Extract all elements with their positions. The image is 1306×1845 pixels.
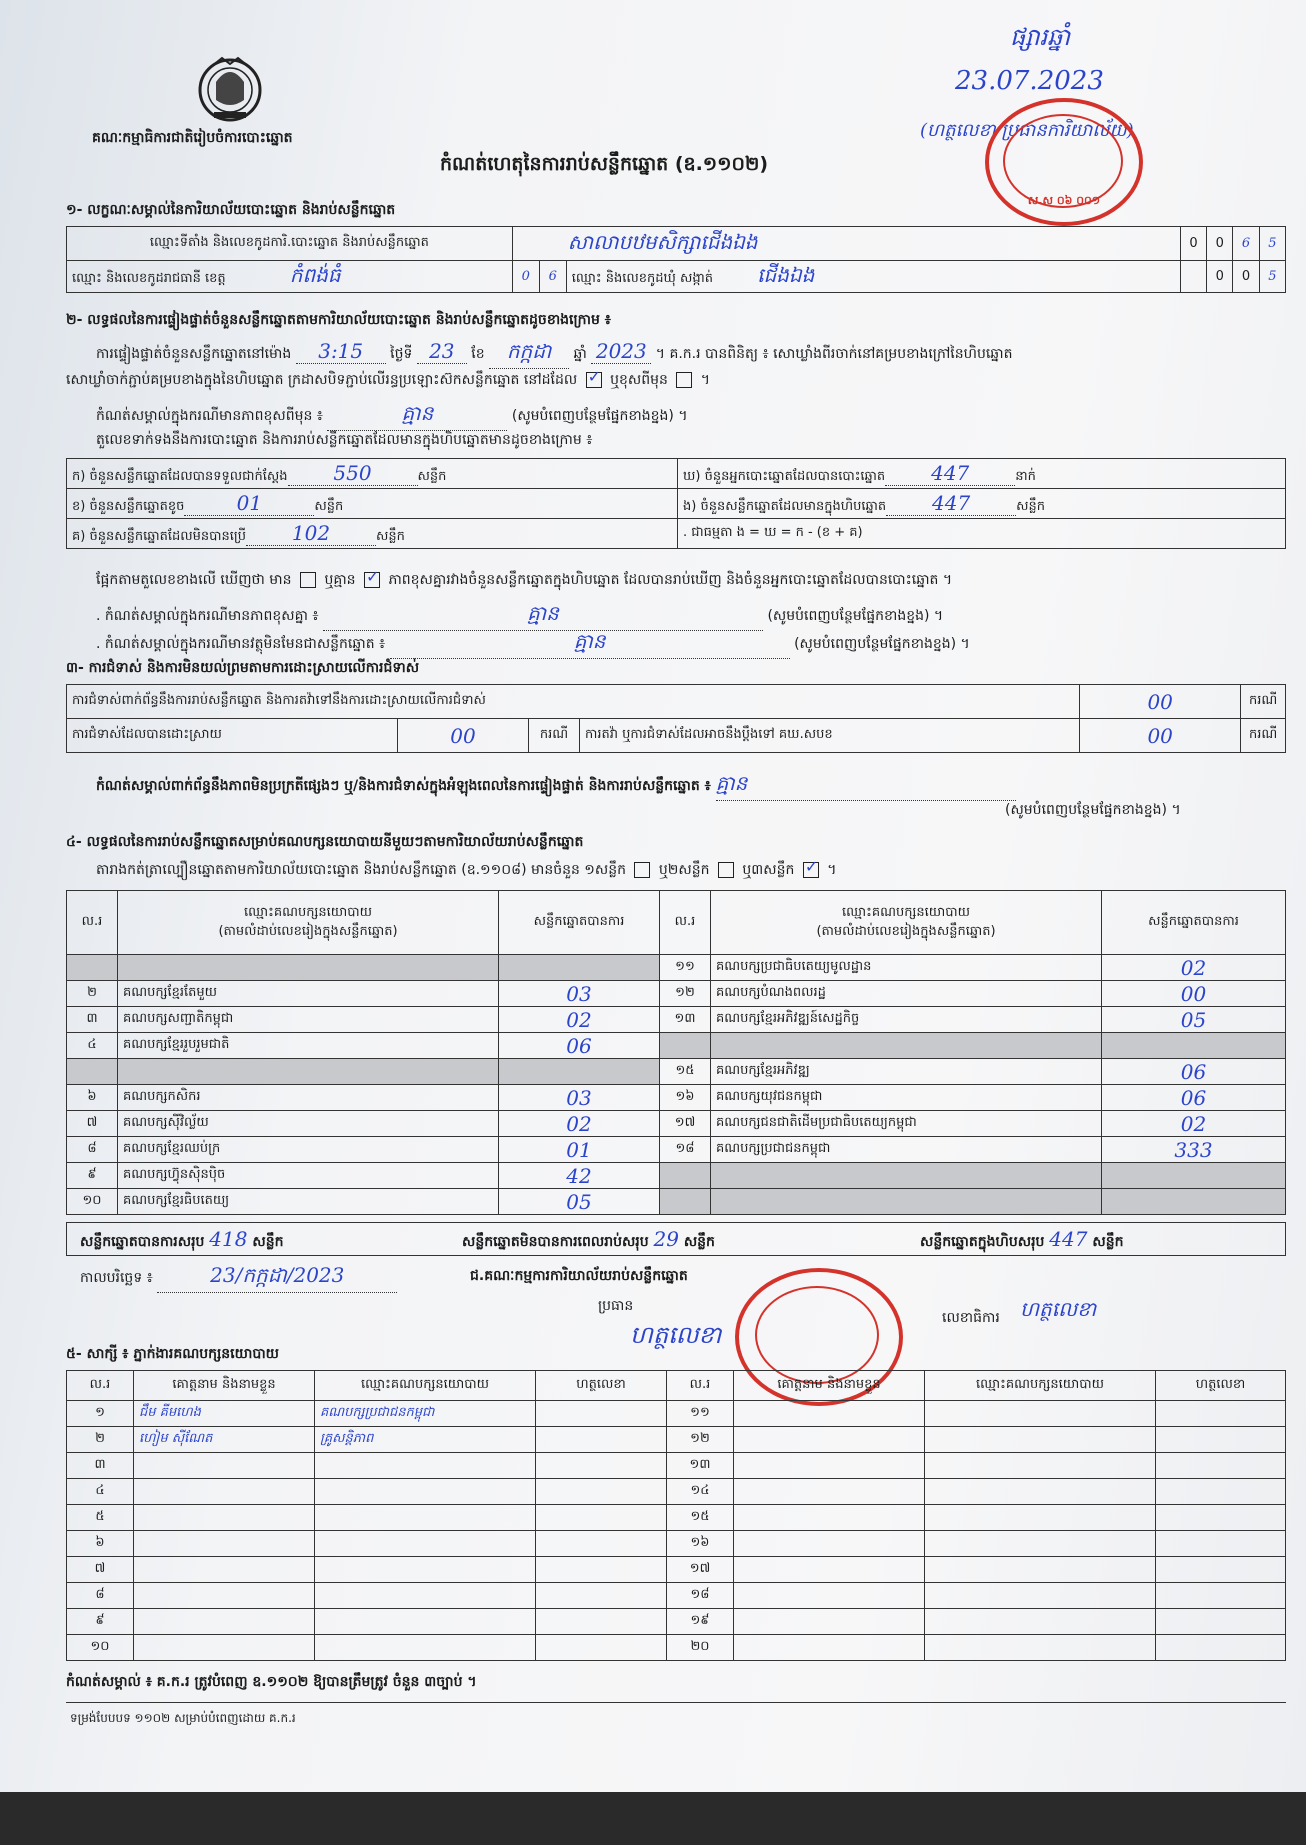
committee-label: ជ.គណៈកម្មការការិយាល័យរាប់សន្លឹកឆ្នោត — [470, 1268, 688, 1284]
witness-name: ហៀម ស៊ីណែត — [134, 1427, 315, 1453]
witness-signature — [536, 1557, 667, 1583]
witness-row — [67, 1453, 1286, 1479]
witness-name — [734, 1427, 925, 1453]
witness-party — [315, 1453, 536, 1479]
witness-name — [734, 1479, 925, 1505]
place-value: សាលាបឋមសិក្សាជើងឯង — [567, 229, 758, 254]
official-stamp-top: ស.ស ០៦ ០០១ — [985, 98, 1143, 226]
witness-party: គណបក្សប្រជាជនកម្ពុជា — [315, 1401, 536, 1427]
witness-no: ១១ — [667, 1401, 734, 1427]
party-votes: 06 — [1102, 1085, 1286, 1111]
place-code-2: 0 — [1207, 227, 1233, 261]
result-row — [67, 1085, 1286, 1111]
party-name: គណបក្សខ្មែរអភិវឌ្ឍ — [711, 1059, 1102, 1085]
party-name: គណបក្សខ្មែរអភិវឌ្ឍន៍សេដ្ឋកិច្ច — [711, 1007, 1102, 1033]
counts-table: ក) ចំនួនសន្លឹកឆ្នោតដែលបានទទួលជាក់ស្តែង 550 សន្លឹក ឃ) ចំនួនអ្នកបោះឆ្នោតដែលបានបោះឆ្នោត 447 នាក់ ខ) ចំនួនសន្លឹកឆ្នោតខូច 01 សន្លឹក ង) ចំនួនសន្លឹកឆ្នោតដែលមានក្នុងហិបឆ្នោត 447 សន្លឹក គ) ចំនួនសន្លឹកឆ្នោតដែលមិនបានប្រើ 102 សន្លឹក . ជាធម្មតា ង = ឃ = ក - (ខ + គ) — [66, 458, 1286, 549]
party-no: ១៣ — [660, 1007, 711, 1033]
witness-no: ១៣ — [667, 1453, 734, 1479]
province-code-2: 6 — [539, 261, 566, 293]
note2-value: គ្មាន — [390, 628, 790, 659]
witness-row — [67, 1531, 1286, 1557]
witness-name — [134, 1505, 315, 1531]
hand-note-place: ផ្សារឆ្នាំ — [1010, 23, 1071, 51]
place-code-3: 6 — [1233, 227, 1259, 261]
form-reference: ទម្រង់បែបបទ ១១០២ សម្រាប់បំពេញដោយ គ.ក.រ — [70, 1711, 296, 1725]
witness-party — [925, 1609, 1156, 1635]
witness-signature — [1156, 1531, 1286, 1557]
party-no: ១៧ — [660, 1111, 711, 1137]
witness-no: ១៨ — [667, 1583, 734, 1609]
witness-signature — [1156, 1453, 1286, 1479]
footer-note: កំណត់សម្គាល់ ៖ គ.ក.រ ត្រូវបំពេញ ឧ.១១០២ ឱ្យបានត្រឹមត្រូវ ចំនួន ៣ច្បាប់ ។ — [66, 1674, 477, 1690]
party-name: គណបក្សខ្មែរធិបតេយ្យ — [118, 1189, 499, 1215]
party-no: ៨ — [67, 1137, 118, 1163]
party-name: គណបក្សខ្មែរតែមួយ — [118, 981, 499, 1007]
witness-signature — [536, 1479, 667, 1505]
witness-name — [134, 1609, 315, 1635]
witness-party — [925, 1531, 1156, 1557]
chair-signature: ហត្ថលេខា — [630, 1321, 722, 1349]
party-name: គណបក្សហ៊្វុនស៊ិនប៉ិច — [118, 1163, 499, 1189]
note2-line: . កំណត់សម្គាល់ក្នុងករណីមានវត្ថុមិនមែនជាសន្លឹកឆ្នោត ៖ គ្មាន (សូមបំពេញបន្ថែមផ្នែកខាងខ្នង) ។ — [96, 628, 970, 659]
spoiled-ballots: 01 — [184, 491, 314, 516]
party-no: ១៦ — [660, 1085, 711, 1111]
witness-row — [67, 1427, 1286, 1453]
party-name — [118, 955, 499, 981]
section3-note: កំណត់សម្គាល់ពាក់ព័ន្ធនឹងភាពមិនប្រក្រតីផ្សេងៗ ឬ/និងការជំទាស់ក្នុងអំឡុងពេលនៃការផ្ទៀងផ្ទាត់ និងការរាប់សន្លឹកឆ្នោត ៖ គ្មាន — [96, 770, 1016, 801]
party-name: គណបក្សយុវជនកម្ពុជា — [711, 1085, 1102, 1111]
place-label: ឈ្មោះទីតាំង និងលេខកូដការិ.បោះឆ្នោត និងរាប់សន្លឹកឆ្នោត — [67, 227, 513, 261]
party-votes — [1102, 1189, 1286, 1215]
formula-note: . ជាធម្មតា ង = ឃ = ក - (ខ + គ) — [678, 519, 1286, 549]
section3-title: ៣- ការជំទាស់ និងការមិនយល់ព្រមតាមការដោះស្រាយលើការជំទាស់ — [66, 660, 420, 676]
witness-row — [67, 1635, 1286, 1661]
form-title: កំណត់ហេតុនៃការរាប់សន្លឹកឆ្នោត (ឧ.១១០២) — [440, 153, 769, 175]
witness-signature — [536, 1427, 667, 1453]
verify-time: 3:15 — [296, 339, 386, 364]
commune-code-2: 0 — [1233, 261, 1259, 293]
section4-title: ៤- លទ្ធផលនៃការរាប់សន្លឹកឆ្នោតសម្រាប់គណបក្សនយោបាយនីមួយៗតាមការិយាល័យរាប់សន្លឹកឆ្នោត — [66, 834, 584, 850]
party-no — [67, 1059, 118, 1085]
witness-name — [134, 1635, 315, 1661]
footer-divider — [66, 1702, 1286, 1703]
party-name: គណបក្សប្រជាធិបតេយ្យមូលដ្ឋាន — [711, 955, 1102, 981]
witness-party — [315, 1557, 536, 1583]
party-no — [67, 955, 118, 981]
party-votes: 02 — [499, 1111, 660, 1137]
party-no: ៤ — [67, 1033, 118, 1059]
valid-total: 418 — [209, 1227, 248, 1251]
witness-party — [925, 1635, 1156, 1661]
party-name: គណបក្សខ្មែររួបរួមជាតិ — [118, 1033, 499, 1059]
party-name — [118, 1059, 499, 1085]
witness-no: ១០ — [67, 1635, 134, 1661]
party-no: ៦ — [67, 1085, 118, 1111]
party-votes: 05 — [499, 1189, 660, 1215]
witness-signature — [1156, 1557, 1286, 1583]
witness-no: ១៩ — [667, 1609, 734, 1635]
party-votes: 02 — [1102, 955, 1286, 981]
section3-note-suffix: (សូមបំពេញបន្ថែមផ្នែកខាងខ្នង) ។ — [1005, 802, 1181, 818]
witness-no: ៧ — [67, 1557, 134, 1583]
result-row — [67, 1033, 1286, 1059]
witness-name: ជឹម គីមហេង — [134, 1401, 315, 1427]
party-no: ១៨ — [660, 1137, 711, 1163]
witness-signature — [1156, 1609, 1286, 1635]
party-votes — [1102, 1033, 1286, 1059]
hand-note-sign: (ហត្ថលេខា ប្រធានការិយាល័យ) — [920, 120, 1134, 141]
witness-no: ២០ — [667, 1635, 734, 1661]
party-votes: 42 — [499, 1163, 660, 1189]
section1-table — [66, 226, 1286, 293]
witness-no: ៨ — [67, 1583, 134, 1609]
place-code-1: 0 — [1180, 227, 1206, 261]
province-code-1: 0 — [512, 261, 539, 293]
witness-party — [925, 1401, 1156, 1427]
note1-value: គ្មាន — [323, 600, 763, 631]
party-no — [660, 1163, 711, 1189]
witness-party — [925, 1557, 1156, 1583]
objections-table: ការជំទាស់ពាក់ព័ន្ធនឹងការរាប់សន្លឹកឆ្នោត និងការតវ៉ាទៅនឹងការដោះស្រាយលើការជំទាស់ 00 ករណី ការជំទាស់ដែលបានដោះស្រាយ 00 ករណី ការតវ៉ា ឬការជំទាស់ដែលអាចនឹងប្តឹងទៅ គឃ.សបខ 00 ករណី — [66, 684, 1286, 753]
section2-line1: ការផ្ទៀងផ្ទាត់ចំនួនសន្លឹកឆ្នោតនៅម៉ោង 3:15 ថ្ងៃទី 23 ខែ កក្កដា ឆ្នាំ 2023 ។ គ.ក.រ បានពិនិត្យ ៖ សោឃ្លាំងពីរចាក់នៅគម្របខាងក្រៅនៃហិបឆ្នោត — [96, 338, 1013, 369]
party-votes: 02 — [499, 1007, 660, 1033]
party-no: ២ — [67, 981, 118, 1007]
hand-note-date: 23.07.2023 — [955, 66, 1104, 96]
chair-label: ប្រធាន — [598, 1298, 634, 1314]
ballots-in-box: 447 — [886, 491, 1016, 516]
witness-no: ១ — [67, 1401, 134, 1427]
same-checkbox[interactable] — [586, 372, 602, 388]
section2-line4: តួលេខទាក់ទងនឹងការបោះឆ្នោត និងការរាប់សន្លឹកឆ្នោតដែលមានក្នុងហិបឆ្នោតមានដូចខាងក្រោម ៖ — [96, 432, 593, 448]
witness-table: ល.រ គោត្តនាម និងនាមខ្លួន ឈ្មោះគណបក្សនយោបាយ ហត្ថលេខា ល.រ គោត្តនាម និងនាមខ្លួន ឈ្មោះគណបក្សនយោបាយ ហត្ថលេខា ១ ជឹម គីមហេង គណបក្សប្រជាជនកម្ពុជា ១១ ២ ហៀម ស៊ីណែត គ្រូសន្តិភាព ១២ ៣ ១៣ ៤ ១៤ ៥ ១៥ ៦ ១៦ ៧ ១៧ ៨ ១៨ ៩ ១៩ ១០ ២០ — [66, 1370, 1286, 1661]
commune-code-3: 5 — [1259, 261, 1285, 293]
province-value: កំពង់ធំ — [289, 262, 341, 287]
result-row — [67, 1189, 1286, 1215]
witness-signature — [536, 1635, 667, 1661]
witness-signature — [1156, 1505, 1286, 1531]
verify-day: 23 — [417, 339, 467, 364]
nec-logo-icon — [192, 52, 268, 124]
section2-title: ២- លទ្ធផលនៃការផ្ទៀងផ្ទាត់ចំនួនសន្លឹកឆ្នោតតាមការិយាល័យបោះឆ្នោត និងរាប់សន្លឹកឆ្នោតដូចខាងក្រោម ៖ — [66, 312, 611, 328]
witness-party — [925, 1583, 1156, 1609]
witness-signature — [536, 1401, 667, 1427]
witness-no: ១៤ — [667, 1479, 734, 1505]
witness-signature — [536, 1453, 667, 1479]
witness-no: ៥ — [67, 1505, 134, 1531]
date-value: 23/កក្កដា/2023 — [157, 1262, 397, 1293]
two-sheet-checkbox[interactable] — [718, 862, 734, 878]
party-votes: 05 — [1102, 1007, 1286, 1033]
party-no: ៩ — [67, 1163, 118, 1189]
witness-signature — [536, 1583, 667, 1609]
received-ballots: 550 — [288, 461, 418, 486]
witness-party — [925, 1453, 1156, 1479]
box-total: 447 — [1049, 1227, 1088, 1251]
party-no: ៧ — [67, 1111, 118, 1137]
witness-name — [134, 1531, 315, 1557]
party-no: ១០ — [67, 1189, 118, 1215]
witness-party — [315, 1635, 536, 1661]
box-total-line: សន្លឹកឆ្នោតក្នុងហិបសរុប 447 សន្លឹក — [920, 1227, 1124, 1251]
witness-name — [734, 1609, 925, 1635]
party-name: គណបក្សជនជាតិដើមប្រជាធិបតេយ្យកម្ពុជា — [711, 1111, 1102, 1137]
objection-row2-mid: ការតវ៉ា ឬការជំទាស់ដែលអាចនឹងប្តឹងទៅ គឃ.សបខ — [580, 719, 1080, 753]
scan-background — [0, 1792, 1306, 1845]
witness-name — [734, 1401, 925, 1427]
party-votes: 03 — [499, 1085, 660, 1111]
objection-row1-label: ការជំទាស់ពាក់ព័ន្ធនឹងការរាប់សន្លឹកឆ្នោត និងការតវ៉ាទៅនឹងការដោះស្រាយលើការជំទាស់ — [67, 685, 1080, 719]
witness-signature — [1156, 1479, 1286, 1505]
witness-name — [134, 1557, 315, 1583]
party-no: ១២ — [660, 981, 711, 1007]
result-row — [67, 1163, 1286, 1189]
valid-total-line: សន្លឹកឆ្នោតបានការសរុប 418 សន្លឹក — [80, 1227, 284, 1251]
section3-note-value: គ្មាន — [716, 770, 1016, 801]
party-no: ៣ — [67, 1007, 118, 1033]
invalid-total: 29 — [653, 1227, 679, 1251]
has-discrepancy-checkbox[interactable] — [300, 572, 316, 588]
result-row — [67, 981, 1286, 1007]
secretary-signature: ហត្ថលេខា — [1020, 1297, 1097, 1321]
party-no — [660, 1189, 711, 1215]
witness-name — [734, 1453, 925, 1479]
witness-signature — [536, 1609, 667, 1635]
party-no: ១៥ — [660, 1059, 711, 1085]
section2-line2: សោឃ្លាំចាក់ភ្ជាប់គម្របខាងក្នុងនៃហិបឆ្នោត ក្រដាសបិទភ្ជាប់លើរន្ធប្រឡោះស៊កសន្លឹកឆ្នោត នៅដដែល ✓ ឬខុសពីមុន ។ — [66, 370, 710, 391]
three-sheet-checkbox[interactable] — [803, 862, 819, 878]
party-name — [711, 1163, 1102, 1189]
party-votes: 00 — [1102, 981, 1286, 1007]
party-votes: 333 — [1102, 1137, 1286, 1163]
one-sheet-checkbox[interactable] — [634, 862, 650, 878]
party-name: គណបក្សស៊ីវិល្ល័យ — [118, 1111, 499, 1137]
witness-name — [734, 1505, 925, 1531]
objection-row2-value: 00 — [398, 719, 529, 753]
witness-name — [134, 1453, 315, 1479]
commune-label: ឈ្មោះ និងលេខកូដឃុំ សង្កាត់ — [571, 270, 713, 286]
witness-name — [734, 1635, 925, 1661]
witness-party — [315, 1479, 536, 1505]
place-code-4: 5 — [1259, 227, 1285, 261]
witness-signature — [1156, 1401, 1286, 1427]
sheet-count-line: តារាងកត់ត្រាល្បឿនឆ្នោតតាមការិយាល័យបោះឆ្នោត និងរាប់សន្លឹកឆ្នោត (ឧ.១១០៨) មានចំនួន ១សន្លឹក ឬ២សន្លឹក ឬ៣សន្លឹក ✓ ។ — [96, 860, 837, 881]
witness-party — [315, 1505, 536, 1531]
witness-name — [134, 1479, 315, 1505]
witness-name — [134, 1583, 315, 1609]
witness-no: ១២ — [667, 1427, 734, 1453]
party-votes — [499, 955, 660, 981]
totals-box — [66, 1222, 1286, 1256]
witness-name — [734, 1531, 925, 1557]
section2-line3: កំណត់សម្គាល់ក្នុងករណីមានភាពខុសពីមុន ៖ គ្មាន (សូមបំពេញបន្ថែមផ្នែកខាងខ្នង) ។ — [96, 400, 688, 431]
witness-signature — [536, 1531, 667, 1557]
result-row — [67, 1111, 1286, 1137]
discrepancy-line: ផ្អែកតាមតួលេខខាងលើ ឃើញថា មាន ឬគ្មាន ✓ ភាពខុសគ្នារវាងចំនួនសន្លឹកឆ្នោតក្នុងហិបឆ្នោត ដែលបានរាប់ឃើញ និងចំនួនអ្នកបោះឆ្នោតដែលបានបោះឆ្នោត ។ — [96, 570, 952, 591]
party-name — [711, 1189, 1102, 1215]
party-votes: 03 — [499, 981, 660, 1007]
witness-no: ១៦ — [667, 1531, 734, 1557]
result-row — [67, 1137, 1286, 1163]
different-checkbox[interactable] — [676, 372, 692, 388]
section1-title: ១- លក្ខណៈសម្គាល់នៃការិយាល័យបោះឆ្នោត និងរាប់សន្លឹកឆ្នោត — [66, 202, 396, 218]
witness-row — [67, 1609, 1286, 1635]
witness-no: ៦ — [67, 1531, 134, 1557]
witness-no: ១៥ — [667, 1505, 734, 1531]
witness-signature — [1156, 1583, 1286, 1609]
witness-name — [734, 1557, 925, 1583]
party-name — [711, 1033, 1102, 1059]
commune-code-1: 0 — [1207, 261, 1233, 293]
objection-row2-value2: 00 — [1080, 719, 1241, 753]
secretary-label: លេខាធិការ — [942, 1310, 1000, 1326]
witness-party — [315, 1531, 536, 1557]
results-table: ល.រ ឈ្មោះគណបក្សនយោបាយ (តាមលំដាប់លេខរៀងក្នុងសន្លឹកឆ្នោត) សន្លឹកឆ្នោតបានការ ល.រ ឈ្មោះគណបក្សនយោបាយ (តាមលំដាប់លេខរៀងក្នុងសន្លឹកឆ្នោត) សន្លឹកឆ្នោតបានការ ១១ គណបក្សប្រជាធិបតេយ្យមូលដ្ឋាន 02 ២ គណបក្សខ្មែរតែមួយ 03 ១២ គណបក្សបំណងពលរដ្ឋ 00 ៣ គណបក្សសញ្ជាតិកម្ពុជា 02 ១៣ គណបក្សខ្មែរអភិវឌ្ឍន៍សេដ្ឋកិច្ច 05 ៤ គណបក្សខ្មែររួបរួមជាតិ 06 ១៥ គណបក្សខ្មែរអភិវឌ្ឍ 06 ៦ គណបក្សកសិករ 03 ១៦ គណបក្សយុវជនកម្ពុជា 06 ៧ គណបក្សស៊ីវិល្ល័យ 02 ១៧ គណបក្សជនជាតិដើមប្រជាធិបតេយ្យកម្ពុជា 02 ៨ គណបក្សខ្មែរឈប់ក្រ 01 ១៨ គណបក្សប្រជាជនកម្ពុជា 333 ៩ គណបក្សហ៊្វុនស៊ិនប៉ិច 42 ១០ គណបក្សខ្មែរធិបតេយ្យ 05 — [66, 890, 1286, 1215]
party-votes: 02 — [1102, 1111, 1286, 1137]
party-no — [660, 1033, 711, 1059]
witness-row — [67, 1401, 1286, 1427]
org-name: គណៈកម្មាធិការជាតិរៀបចំការបោះឆ្នោត — [92, 130, 293, 146]
witness-row — [67, 1505, 1286, 1531]
witness-row — [67, 1557, 1286, 1583]
party-votes: 01 — [499, 1137, 660, 1163]
note1-line: . កំណត់សម្គាល់ក្នុងករណីមានភាពខុសគ្នា ៖ គ្មាន (សូមបំពេញបន្ថែមផ្នែកខាងខ្នង) ។ — [96, 600, 943, 631]
result-row — [67, 955, 1286, 981]
diff-note-value: គ្មាន — [327, 400, 507, 431]
party-name: គណបក្សបំណងពលរដ្ឋ — [711, 981, 1102, 1007]
result-row — [67, 1007, 1286, 1033]
witness-signature — [1156, 1635, 1286, 1661]
witness-party — [925, 1427, 1156, 1453]
party-votes: 06 — [499, 1033, 660, 1059]
voters-count: 447 — [885, 461, 1015, 486]
unused-ballots: 102 — [246, 521, 376, 546]
verify-month: កក្កដា — [489, 338, 569, 369]
witness-signature — [1156, 1427, 1286, 1453]
witness-party — [925, 1505, 1156, 1531]
invalid-total-line: សន្លឹកឆ្នោតមិនបានការពេលរាប់សរុប 29 សន្លឹក — [462, 1227, 715, 1251]
witness-party — [315, 1609, 536, 1635]
witness-signature — [536, 1505, 667, 1531]
witness-party — [925, 1479, 1156, 1505]
result-row — [67, 1059, 1286, 1085]
witness-party — [315, 1583, 536, 1609]
objection-row2-label: ការជំទាស់ដែលបានដោះស្រាយ — [67, 719, 398, 753]
party-name: គណបក្សសញ្ជាតិកម្ពុជា — [118, 1007, 499, 1033]
party-votes — [499, 1059, 660, 1085]
party-name: គណបក្សកសិករ — [118, 1085, 499, 1111]
witness-no: ៩ — [67, 1609, 134, 1635]
no-discrepancy-checkbox[interactable] — [364, 572, 380, 588]
party-name: គណបក្សខ្មែរឈប់ក្រ — [118, 1137, 499, 1163]
witness-row — [67, 1479, 1286, 1505]
section5-title: ៥- សាក្សី ៖ ភ្នាក់ងារគណបក្សនយោបាយ — [66, 1346, 280, 1362]
witness-party: គ្រូសន្តិភាព — [315, 1427, 536, 1453]
date-line: កាលបរិច្ឆេទ ៖ 23/កក្កដា/2023 — [80, 1262, 397, 1293]
province-label: ឈ្មោះ និងលេខកូដរាជធានី ខេត្ត — [72, 270, 226, 286]
party-votes: 06 — [1102, 1059, 1286, 1085]
party-name: គណបក្សប្រជាជនកម្ពុជា — [711, 1137, 1102, 1163]
objection-row1-value: 00 — [1080, 685, 1241, 719]
witness-name — [734, 1583, 925, 1609]
witness-no: ៣ — [67, 1453, 134, 1479]
witness-no: ២ — [67, 1427, 134, 1453]
party-no: ១១ — [660, 955, 711, 981]
witness-row — [67, 1583, 1286, 1609]
verify-year: 2023 — [591, 339, 651, 364]
witness-no: ១៧ — [667, 1557, 734, 1583]
commune-value: ជើងឯង — [757, 262, 815, 287]
witness-no: ៤ — [67, 1479, 134, 1505]
party-votes — [1102, 1163, 1286, 1189]
